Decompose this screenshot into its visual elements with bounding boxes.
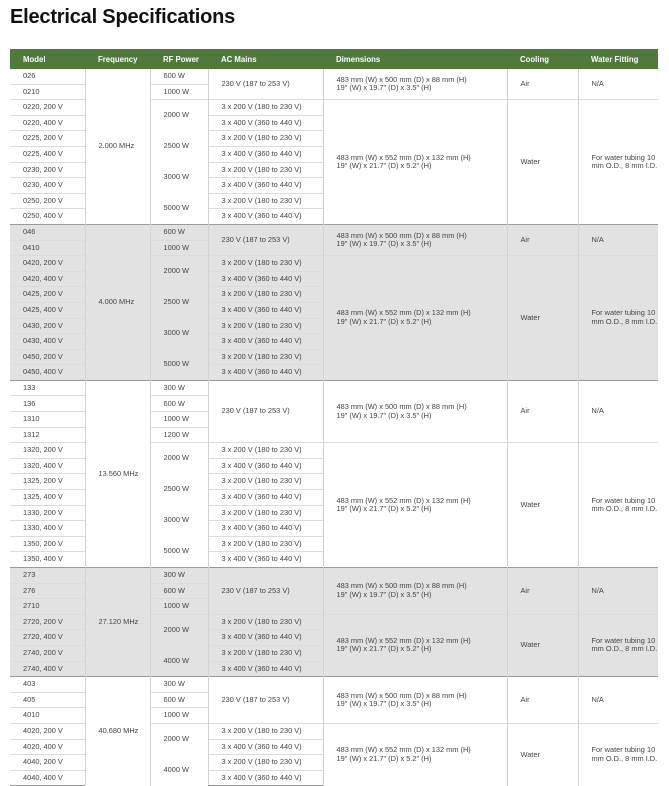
dimensions-imperial: 19" (W) x 21.7" (D) x 5.2" (H) — [336, 644, 432, 654]
model-cell: 0420, 400 V — [10, 271, 85, 287]
header-frequency: Frequency — [85, 49, 150, 69]
model-cell: 0225, 200 V — [10, 131, 85, 147]
ac-mains-cell: 3 x 200 V (180 to 230 V) — [208, 100, 323, 116]
dimensions-imperial: 19" (W) x 19.7" (D) x 3.5" (H) — [336, 239, 432, 249]
model-cell: 133 — [10, 380, 85, 396]
model-cell: 1350, 200 V — [10, 536, 85, 552]
ac-mains-cell: 3 x 200 V (180 to 230 V) — [208, 349, 323, 365]
model-cell: 1330, 200 V — [10, 505, 85, 521]
rf-power-cell: 1000 W — [150, 599, 208, 615]
table-row — [10, 224, 658, 240]
dimensions-cell — [323, 224, 507, 255]
table-row — [10, 677, 658, 693]
ac-mains-cell: 3 x 200 V (180 to 230 V) — [208, 614, 323, 630]
model-cell: 2740, 400 V — [10, 661, 85, 677]
model-cell: 2710 — [10, 599, 85, 615]
ac-mains-cell: 3 x 400 V (360 to 440 V) — [208, 739, 323, 755]
dimensions-metric: 483 mm (W) x 500 mm (D) x 88 mm (H) — [336, 581, 467, 591]
rf-power-cell: 2500 W — [150, 287, 208, 318]
water-fitting-cell: N/A — [578, 677, 658, 724]
rf-power-cell: 600 W — [150, 69, 208, 84]
frequency-group — [10, 380, 658, 567]
dimensions-metric: 483 mm (W) x 500 mm (D) x 88 mm (H) — [336, 690, 467, 700]
frequency-cell: 13.560 MHz — [85, 380, 150, 567]
ac-mains-cell: 3 x 200 V (180 to 230 V) — [208, 723, 323, 739]
model-cell: 1325, 200 V — [10, 474, 85, 490]
cooling-cell: Water — [507, 723, 578, 785]
water-fitting-cell: N/A — [578, 224, 658, 255]
dimensions-cell — [323, 568, 507, 615]
dimensions-metric: 483 mm (W) x 552 mm (D) x 132 mm (H) — [336, 495, 471, 505]
dimensions-cell — [323, 443, 507, 568]
water-fitting-cell: N/A — [578, 69, 658, 100]
ac-mains-cell: 3 x 200 V (180 to 230 V) — [208, 162, 323, 178]
model-cell: 0420, 200 V — [10, 256, 85, 272]
rf-power-cell: 600 W — [150, 396, 208, 412]
model-cell: 1325, 400 V — [10, 490, 85, 506]
dimensions-cell — [323, 380, 507, 442]
model-cell: 1310 — [10, 412, 85, 428]
frequency-cell: 2.000 MHz — [85, 69, 150, 224]
model-cell: 4020, 400 V — [10, 739, 85, 755]
table-row — [10, 568, 658, 584]
rf-power-cell: 4000 W — [150, 645, 208, 676]
model-cell: 0425, 200 V — [10, 287, 85, 303]
frequency-group — [10, 69, 658, 224]
header-cooling: Cooling — [507, 49, 578, 69]
dimensions-cell — [323, 677, 507, 724]
cooling-cell: Water — [507, 100, 578, 225]
dimensions-metric: 483 mm (W) x 552 mm (D) x 132 mm (H) — [336, 745, 471, 755]
ac-mains-cell: 3 x 400 V (360 to 440 V) — [208, 209, 323, 225]
model-cell: 403 — [10, 677, 85, 693]
model-cell: 2740, 200 V — [10, 645, 85, 661]
model-cell: 026 — [10, 69, 85, 84]
header-dimensions: Dimensions — [323, 49, 507, 69]
ac-mains-cell: 3 x 400 V (360 to 440 V) — [208, 770, 323, 786]
ac-mains-cell: 3 x 400 V (360 to 440 V) — [208, 552, 323, 568]
rf-power-cell: 600 W — [150, 583, 208, 599]
model-cell: 4010 — [10, 708, 85, 724]
model-cell: 0210 — [10, 84, 85, 100]
model-cell: 0425, 400 V — [10, 302, 85, 318]
model-cell: 1350, 400 V — [10, 552, 85, 568]
electrical-spec-table — [10, 49, 658, 786]
dimensions-imperial: 19" (W) x 21.7" (D) x 5.2" (H) — [336, 753, 432, 763]
dimensions-imperial: 19" (W) x 19.7" (D) x 3.5" (H) — [336, 589, 432, 599]
rf-power-cell: 2000 W — [150, 443, 208, 474]
ac-mains-cell: 3 x 400 V (360 to 440 V) — [208, 302, 323, 318]
page-title: Electrical Specifications — [10, 6, 236, 28]
dimensions-metric: 483 mm (W) x 500 mm (D) x 88 mm (H) — [336, 402, 467, 412]
dimensions-cell — [323, 614, 507, 676]
water-fitting-cell: N/A — [578, 568, 658, 615]
dimensions-cell — [323, 100, 507, 225]
ac-mains-cell: 230 V (187 to 253 V) — [208, 380, 323, 442]
model-cell: 0230, 200 V — [10, 162, 85, 178]
ac-mains-cell: 3 x 200 V (180 to 230 V) — [208, 536, 323, 552]
ac-mains-cell: 3 x 200 V (180 to 230 V) — [208, 131, 323, 147]
rf-power-cell: 300 W — [150, 380, 208, 396]
rf-power-cell: 2000 W — [150, 614, 208, 645]
rf-power-cell: 2000 W — [150, 256, 208, 287]
model-cell: 273 — [10, 568, 85, 584]
ac-mains-cell: 3 x 400 V (360 to 440 V) — [208, 458, 323, 474]
rf-power-cell: 5000 W — [150, 536, 208, 567]
dimensions-imperial: 19" (W) x 19.7" (D) x 3.5" (H) — [336, 410, 432, 420]
dimensions-cell — [323, 723, 507, 785]
dimensions-metric: 483 mm (W) x 552 mm (D) x 132 mm (H) — [336, 152, 471, 162]
dimensions-imperial: 19" (W) x 19.7" (D) x 3.5" (H) — [336, 83, 432, 93]
table-row — [10, 69, 658, 84]
rf-power-cell: 300 W — [150, 677, 208, 693]
water-fitting-cell: For water tubing 10 mm O.D., 8 mm I.D. — [578, 443, 658, 568]
rf-power-cell: 5000 W — [150, 193, 208, 224]
rf-power-cell: 2500 W — [150, 474, 208, 505]
model-cell: 0430, 400 V — [10, 334, 85, 350]
rf-power-cell: 4000 W — [150, 755, 208, 786]
model-cell: 1320, 200 V — [10, 443, 85, 459]
model-cell: 0220, 400 V — [10, 115, 85, 131]
frequency-cell: 40.680 MHz — [85, 677, 150, 786]
cooling-cell: Water — [507, 443, 578, 568]
dimensions-metric: 483 mm (W) x 552 mm (D) x 132 mm (H) — [336, 308, 471, 318]
ac-mains-cell: 3 x 200 V (180 to 230 V) — [208, 318, 323, 334]
cooling-cell: Air — [507, 224, 578, 255]
header-model: Model — [10, 49, 85, 69]
rf-power-cell: 2500 W — [150, 131, 208, 162]
model-cell: 2720, 400 V — [10, 630, 85, 646]
frequency-group — [10, 224, 658, 380]
model-cell: 0450, 400 V — [10, 365, 85, 381]
frequency-cell: 27.120 MHz — [85, 568, 150, 677]
ac-mains-cell: 3 x 400 V (360 to 440 V) — [208, 521, 323, 537]
model-cell: 4040, 400 V — [10, 770, 85, 786]
dimensions-metric: 483 mm (W) x 500 mm (D) x 88 mm (H) — [336, 230, 467, 240]
model-cell: 0250, 400 V — [10, 209, 85, 225]
table-row — [10, 380, 658, 396]
water-fitting-cell: N/A — [578, 380, 658, 442]
rf-power-cell: 2000 W — [150, 723, 208, 754]
cooling-cell: Air — [507, 69, 578, 100]
ac-mains-cell: 3 x 400 V (360 to 440 V) — [208, 661, 323, 677]
model-cell: 0225, 400 V — [10, 146, 85, 162]
rf-power-cell: 1000 W — [150, 412, 208, 428]
dimensions-imperial: 19" (W) x 21.7" (D) x 5.2" (H) — [336, 317, 432, 326]
model-cell: 0410 — [10, 240, 85, 256]
cooling-cell: Air — [507, 677, 578, 724]
dimensions-cell — [323, 256, 507, 381]
ac-mains-cell: 3 x 200 V (180 to 230 V) — [208, 755, 323, 771]
dimensions-metric: 483 mm (W) x 500 mm (D) x 88 mm (H) — [336, 74, 467, 84]
rf-power-cell: 3000 W — [150, 505, 208, 536]
rf-power-cell: 5000 W — [150, 349, 208, 380]
rf-power-cell: 1200 W — [150, 427, 208, 443]
ac-mains-cell: 3 x 400 V (360 to 440 V) — [208, 365, 323, 381]
rf-power-cell: 1000 W — [150, 84, 208, 100]
rf-power-cell: 3000 W — [150, 162, 208, 193]
ac-mains-cell: 3 x 400 V (360 to 440 V) — [208, 178, 323, 194]
model-cell: 4040, 200 V — [10, 755, 85, 771]
ac-mains-cell: 3 x 200 V (180 to 230 V) — [208, 645, 323, 661]
header-rf-power: RF Power — [150, 49, 208, 69]
header-ac-mains: AC Mains — [208, 49, 323, 69]
water-fitting-cell: For water tubing 10 mm O.D., 8 mm I.D. — [578, 256, 658, 381]
ac-mains-cell: 3 x 400 V (360 to 440 V) — [208, 271, 323, 287]
model-cell: 0220, 200 V — [10, 100, 85, 116]
ac-mains-cell: 3 x 200 V (180 to 230 V) — [208, 193, 323, 209]
dimensions-imperial: 19" (W) x 19.7" (D) x 3.5" (H) — [336, 699, 432, 709]
model-cell: 0430, 200 V — [10, 318, 85, 334]
cooling-cell: Air — [507, 568, 578, 615]
water-fitting-cell: For water tubing 10 mm O.D., 8 mm I.D. — [578, 100, 658, 225]
model-cell: 136 — [10, 396, 85, 412]
cooling-cell: Air — [507, 380, 578, 442]
model-cell: 046 — [10, 224, 85, 240]
cooling-cell: Water — [507, 614, 578, 676]
ac-mains-cell: 3 x 400 V (360 to 440 V) — [208, 115, 323, 131]
ac-mains-cell: 3 x 200 V (180 to 230 V) — [208, 287, 323, 303]
frequency-cell: 4.000 MHz — [85, 224, 150, 380]
ac-mains-cell: 3 x 400 V (360 to 440 V) — [208, 146, 323, 162]
rf-power-cell: 600 W — [150, 692, 208, 708]
dimensions-imperial: 19" (W) x 21.7" (D) x 5.2" (H) — [336, 504, 432, 514]
water-fitting-cell: For water tubing 10 mm O.D., 8 mm I.D. — [578, 723, 658, 785]
model-cell: 405 — [10, 692, 85, 708]
rf-power-cell: 1000 W — [150, 708, 208, 724]
table-header-row — [10, 49, 658, 69]
frequency-group — [10, 677, 658, 786]
frequency-group — [10, 568, 658, 677]
rf-power-cell: 600 W — [150, 224, 208, 240]
model-cell: 1312 — [10, 427, 85, 443]
header-water-fitting: Water Fitting — [578, 49, 658, 69]
ac-mains-cell: 3 x 200 V (180 to 230 V) — [208, 443, 323, 459]
model-cell: 4020, 200 V — [10, 723, 85, 739]
dimensions-metric: 483 mm (W) x 552 mm (D) x 132 mm (H) — [336, 635, 471, 645]
ac-mains-cell: 3 x 400 V (360 to 440 V) — [208, 490, 323, 506]
model-cell: 276 — [10, 583, 85, 599]
rf-power-cell: 2000 W — [150, 100, 208, 131]
model-cell: 1330, 400 V — [10, 521, 85, 537]
water-fitting-cell: For water tubing 10 mm O.D., 8 mm I.D. — [578, 614, 658, 676]
rf-power-cell: 300 W — [150, 568, 208, 584]
model-cell: 0450, 200 V — [10, 349, 85, 365]
rf-power-cell: 3000 W — [150, 318, 208, 349]
model-cell: 2720, 200 V — [10, 614, 85, 630]
model-cell: 1320, 400 V — [10, 458, 85, 474]
rf-power-cell: 1000 W — [150, 240, 208, 256]
ac-mains-cell: 3 x 400 V (360 to 440 V) — [208, 334, 323, 350]
ac-mains-cell: 3 x 200 V (180 to 230 V) — [208, 256, 323, 272]
cooling-cell: Water — [507, 256, 578, 381]
ac-mains-cell: 230 V (187 to 253 V) — [208, 677, 323, 724]
ac-mains-cell: 230 V (187 to 253 V) — [208, 568, 323, 615]
ac-mains-cell: 3 x 200 V (180 to 230 V) — [208, 505, 323, 521]
model-cell: 0250, 200 V — [10, 193, 85, 209]
ac-mains-cell: 3 x 200 V (180 to 230 V) — [208, 474, 323, 490]
dimensions-imperial: 19" (W) x 21.7" (D) x 5.2" (H) — [336, 161, 432, 171]
model-cell: 0230, 400 V — [10, 178, 85, 194]
ac-mains-cell: 230 V (187 to 253 V) — [208, 69, 323, 100]
ac-mains-cell: 3 x 400 V (360 to 440 V) — [208, 630, 323, 646]
dimensions-cell — [323, 69, 507, 100]
ac-mains-cell: 230 V (187 to 253 V) — [208, 224, 323, 255]
